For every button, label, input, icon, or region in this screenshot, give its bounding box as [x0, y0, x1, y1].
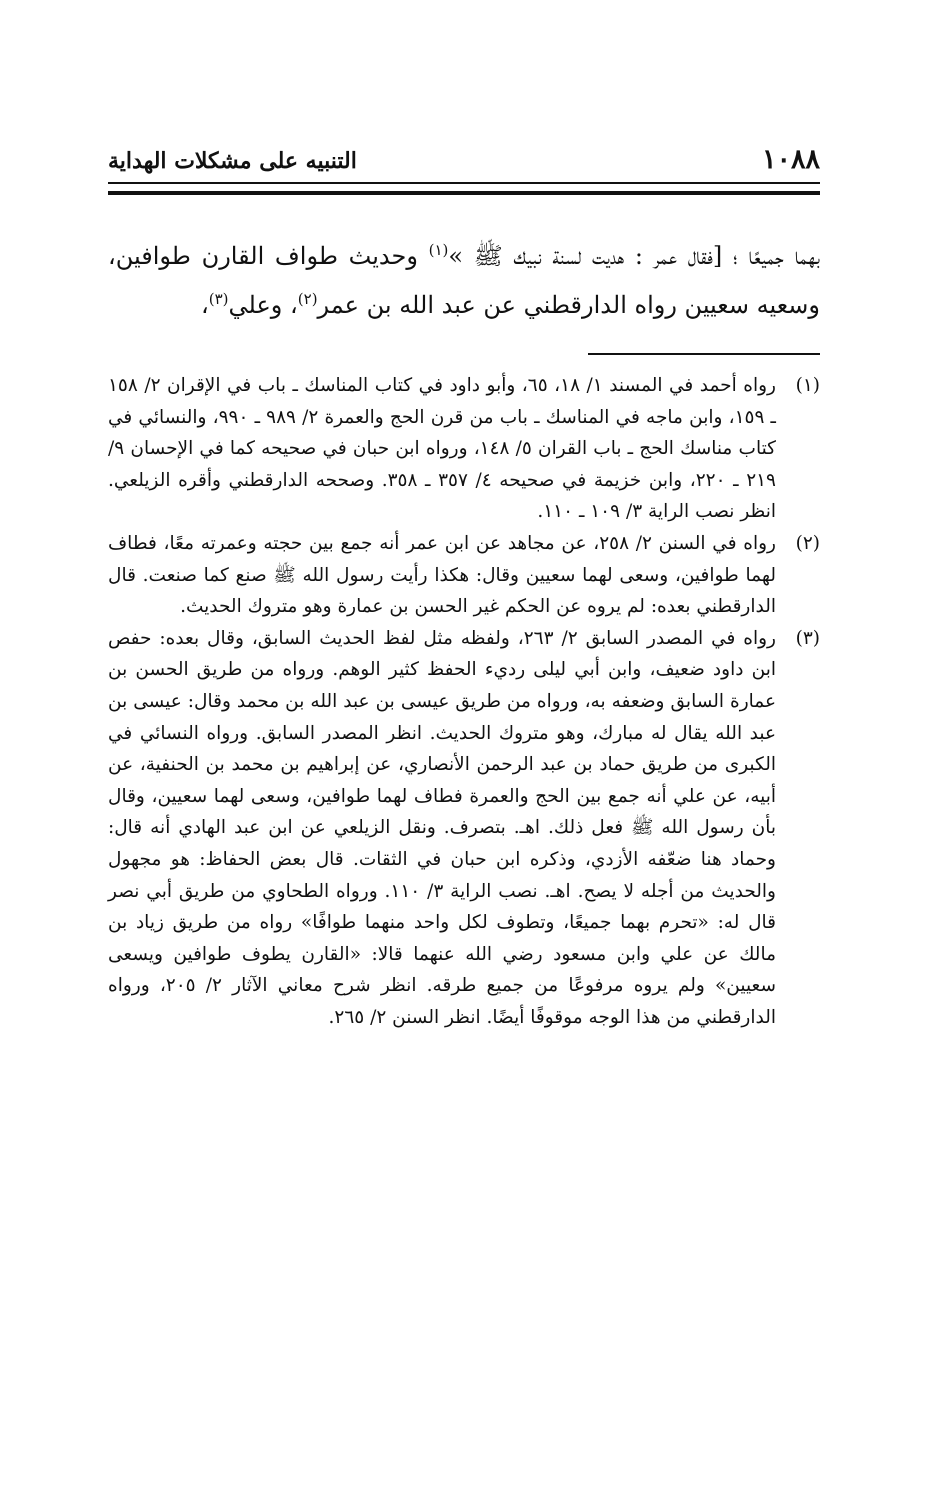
footnote-number: (٢): [795, 532, 820, 554]
footnote-ref-2[interactable]: (٢): [297, 290, 318, 308]
footnote-number: (٣): [795, 627, 820, 649]
footnote-separator: [588, 353, 820, 355]
page-number: ١٠٨٨: [761, 144, 820, 175]
footnote-1: [108, 370, 820, 528]
main-paragraph: [108, 232, 820, 330]
footnotes: [108, 370, 820, 1033]
main-text: [108, 232, 820, 330]
footnote-ref-1[interactable]: (١): [428, 241, 449, 259]
footnote-text: رواه أحمد في المسند ١/ ١٨، ٦٥، وأبو داود في كتاب المناسك ـ باب في الإقران ٢/ ١٥٨ ـ ١٥٩، وابن ماجه في المناسك ـ باب من قرن الحج والعمرة ٢/ ٩٨٩ ـ ٩٩٠، والنسائي في كتاب مناسك الحج ـ باب القران ٥/ ١٤٨، ورواه ابن حبان في صحيحه كما في الإحسان ٩/ ٢١٩ ـ ٢٢٠، وابن خزيمة في صحيحه ٤/ ٣٥٧ ـ ٣٥٨. وصححه الدارقطني وأقره الزيلعي. انظر نصب الراية ٣/ ١٠٩ ـ ١١٠.: [108, 375, 776, 523]
main-line1: بهما جميعًا ؛ [فقال عمر : هديت لسنة نبيك ﷺ »: [448, 242, 820, 270]
main-line1b: وحديث طواف القارن: [201, 242, 429, 270]
footnote-3: [108, 623, 820, 1034]
page-header: [108, 140, 820, 182]
footnote-text: رواه في المصدر السابق ٢/ ٢٦٣، ولفظه مثل لفظ الحديث السابق، وقال بعده: حفص ابن داود ضعيف، وابن أبي ليلى رديء الحفظ كثير الوهم. ورواه من طريق الحسن بن عمارة السابق وضعفه به، ورواه من طريق عيسى بن عبد الله بن محمد وقال: عيسى بن عبد الله يقال له مبارك، وهو متروك الحديث. انظر المصدر السابق. ورواه النسائي في الكبرى من طريق حماد بن عبد الرحمن الأنصاري، عن إبراهيم بن محمد بن الحنفية، عن أبيه، عن علي أنه جمع بين الحج والعمرة فطاف لهما طوافين، وسعى لهما سعيين، وقال بأن رسول الله ﷺ فعل ذلك. اهـ. بتصرف. ونقل الزيلعي عن ابن عبد الهادي أنه قال: وحماد هنا ضعّفه الأزدي، وذكره ابن حبان في الثقات. قال بعض الحفاظ: هو مجهول والحديث من أجله لا يصح. اهـ. نصب الراية ٣/ ١١٠. ورواه الطحاوي من طريق أبي نصر قال له: «تحرم بهما جميعًا، وتطوف لكل واحد منهما طوافًا» رواه من طريق زياد بن مالك عن علي وابن مسعود رضي الله عنهما قالا: «القارن يطوف طوافين ويسعى سعيين» ولم يروه مرفوعًا من جميع طرقه. انظر شرح معاني الآثار ٢/ ٢٠٥، ورواه الدارقطني من هذا الوجه موقوفًا أيضًا. انظر السنن ٢/ ٢٦٥.: [108, 627, 776, 1028]
running-title: التنبيه على مشكلات الهداية: [108, 148, 357, 174]
footnote-number: (١): [795, 375, 820, 396]
main-line2b: ، وعلي: [228, 291, 298, 319]
main-line2a: طوافين، وسعيه سعيين رواه الدارقطني عن عبد الله بن عمر: [108, 242, 820, 319]
main-line2c: ،: [201, 291, 209, 319]
footnote-ref-3[interactable]: (٣): [208, 290, 229, 308]
footnote-2: [108, 528, 820, 623]
footnote-text: رواه في السنن ٢/ ٢٥٨، عن مجاهد عن ابن عمر أنه جمع بين حجته وعمرته معًا، فطاف لهما طوافين، وسعى لهما سعيين وقال: هكذا رأيت رسول الله ﷺ صنع كما صنعت. قال الدارقطني بعده: لم يروه عن الحكم غير الحسن بن عمارة وهو متروك الحديث.: [108, 532, 776, 618]
header-rule-thick: [108, 191, 820, 195]
header-rule-thin: [108, 182, 820, 184]
